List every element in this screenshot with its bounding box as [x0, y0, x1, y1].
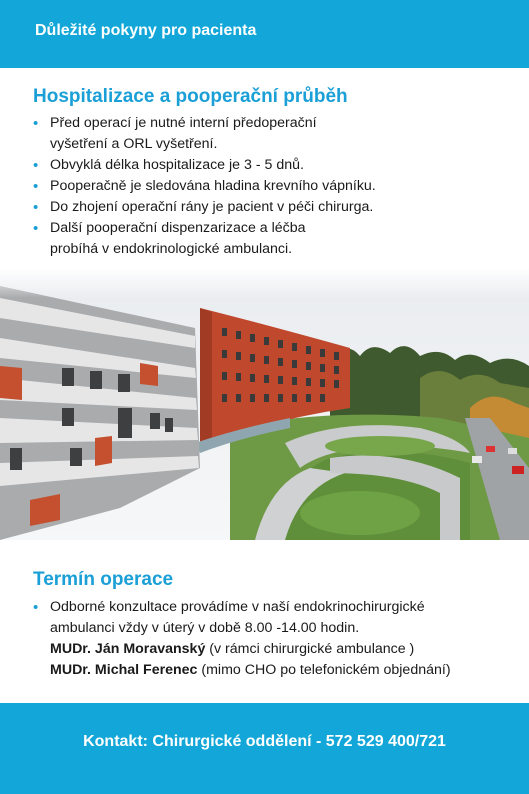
list-item-text: vyšetření a ORL vyšetření.	[50, 136, 218, 152]
list-item-text: Pooperačně je sledována hladina krevního vápníku.	[50, 178, 376, 194]
list-item	[33, 218, 376, 260]
list-item-text: Odborné konzultace provádíme v naší endokrinochirurgické	[50, 599, 425, 615]
contact-text: Kontakt: Chirurgické oddělení - 572 529 400/721	[83, 733, 446, 750]
list-item-text: Další pooperační dispenzarizace a léčba	[50, 220, 306, 236]
doctor-name: MUDr. Ján Moravanský	[50, 641, 206, 657]
header-title: Důležité pokyny pro pacienta	[35, 22, 257, 39]
doctor-name: MUDr. Michal Ferenec	[50, 662, 198, 678]
hospital-building-photo	[0, 268, 529, 540]
doctor-line	[50, 660, 451, 681]
list-item	[33, 597, 425, 639]
footer-band	[0, 703, 529, 794]
list-item-text: Před operací je nutné interní předoperační	[50, 115, 317, 131]
list-item-text: Obvyklá délka hospitalizace je 3 - 5 dnů.	[50, 157, 304, 173]
header-band	[0, 0, 529, 68]
hospitalization-heading: Hospitalizace a pooperační průběh	[33, 86, 348, 107]
hospitalization-list	[33, 113, 376, 260]
surgery-date-heading: Termín operace	[33, 569, 174, 590]
list-item	[33, 155, 376, 176]
doctor-line	[50, 639, 414, 660]
doctor-note: (mimo CHO po telefonickém objednání)	[197, 662, 451, 678]
list-item	[33, 113, 376, 155]
list-item-text: ambulanci vždy v úterý v době 8.00 -14.00 hodin.	[50, 620, 360, 636]
list-item-text: Do zhojení operační rány je pacient v péči chirurga.	[50, 199, 374, 215]
surgery-date-list	[33, 597, 425, 639]
list-item	[33, 197, 376, 218]
list-item	[33, 176, 376, 197]
list-item-text: probíhá v endokrinologické ambulanci.	[50, 241, 293, 257]
doctor-note: (v rámci chirurgické ambulance )	[205, 641, 415, 657]
